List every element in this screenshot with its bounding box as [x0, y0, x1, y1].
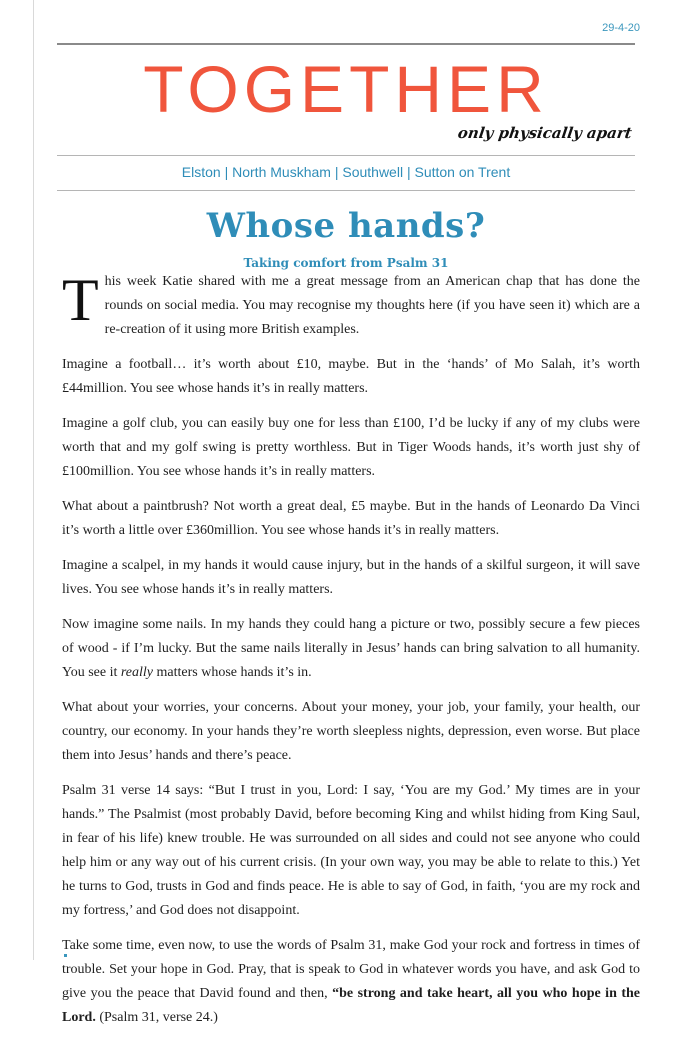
paragraph-intro — [62, 267, 640, 342]
paragraph-worries: What about your worries, your concerns. About your money, your job, your family, your health, our country, our economy. In your hands they’re worth sleepless nights, depression, even worse. But place them into Jesus’ hands and there’s peace. — [62, 700, 640, 763]
paragraph-closing-end: (Psalm 31, verse 24.) — [95, 1010, 218, 1025]
paragraph-nails-start: Now imagine some nails. In my hands they could hang a picture or two, possibly secure a few pieces of wood - if I’m lucky. But the same nails literally in Jesus’ hands can bring salvation to all humanity. You see it — [62, 617, 640, 680]
paragraph-golf-club: Imagine a golf club, you can easily buy one for less than £100, I’d be lucky if any of my clubs were worth that and my golf swing is pretty worthless. But in Tiger Woods hands, it’s worth just shy of £100million. You see whose hands it’s in really matters. — [62, 416, 640, 479]
article-headline: Whose hands? — [206, 206, 486, 246]
article-body — [62, 267, 640, 1041]
paragraph-closing-start: Take some time, even now, to use the words of Psalm 31, make God your rock and fortress in times of trouble. Set your hope in God. Pray, that is speak to God in whatever words you have, and ask God to give you the peace that David found and then, — [62, 938, 640, 1001]
parish-elston: Elston — [181, 164, 221, 180]
paragraph-nails-emphasis: really — [120, 665, 154, 680]
parish-separator: | — [330, 164, 343, 180]
paragraph-scalpel: Imagine a scalpel, in my hands it would cause injury, but in the hands of a skilful surgeon, it will save lives. You see whose hands it’s in really matters. — [62, 558, 640, 597]
drop-cap: T — [62, 267, 99, 333]
paragraph-closing — [62, 934, 640, 1030]
masthead-tagline: only physically apart — [456, 124, 634, 142]
parish-list — [57, 164, 635, 180]
page-edge — [33, 0, 34, 960]
issue-date: 29-4-20 — [602, 22, 640, 34]
article-subheading: Taking comfort from Psalm 31 — [243, 256, 449, 270]
parish-southwell: Southwell — [342, 164, 404, 180]
paragraph-nails-end: matters whose hands it’s in. — [153, 665, 312, 680]
paragraph-nails — [62, 613, 640, 685]
parish-separator: | — [220, 164, 233, 180]
paragraph-paintbrush: What about a paintbrush? Not worth a great deal, £5 maybe. But in the hands of Leonardo Da Vinci it’s worth a little over £360million. You see whose hands it’s in really matters. — [62, 499, 640, 538]
parish-separator: | — [403, 164, 415, 180]
paragraph-football: Imagine a football… it’s worth about £10, maybe. But in the ‘hands’ of Mo Salah, it’s worth £44million. You see whose hands it’s in really matters. — [62, 357, 640, 396]
masthead-title: TOGETHER — [143, 52, 549, 126]
paragraph-psalm: Psalm 31 verse 14 says: “But I trust in you, Lord: I say, ‘You are my God.’ My times are in your hands.” The Psalmist (most probably David, before becoming King and whilst hiding from King Saul, in fear of his life) knew trouble. He was surrounded on all sides and could not see anyone who could help him or any way out of his current crisis. (In your own way, you may be able to relate to this.) Yet he turns to God, trusts in God and finds peace. He is able to say of God, in faith, ‘you are my rock and my fortress,’ and God does not disappoint. — [62, 783, 640, 918]
top-rule — [57, 43, 635, 45]
parish-north-muskham: North Muskham — [232, 164, 331, 180]
paragraph-intro-text: his week Katie shared with me a great message from an American chap that has done the rounds on social media. You may recognise my thoughts here (if you have seen it) which are a re-creation of it using more British examples. — [104, 274, 640, 337]
places-rule — [57, 190, 635, 191]
paragraph-closing-quote: “be strong and take heart, all you who hope in the Lord. — [62, 986, 640, 1025]
masthead-rule — [57, 155, 635, 156]
parish-sutton-on-trent: Sutton on Trent — [414, 164, 511, 180]
page-marker — [64, 954, 67, 957]
